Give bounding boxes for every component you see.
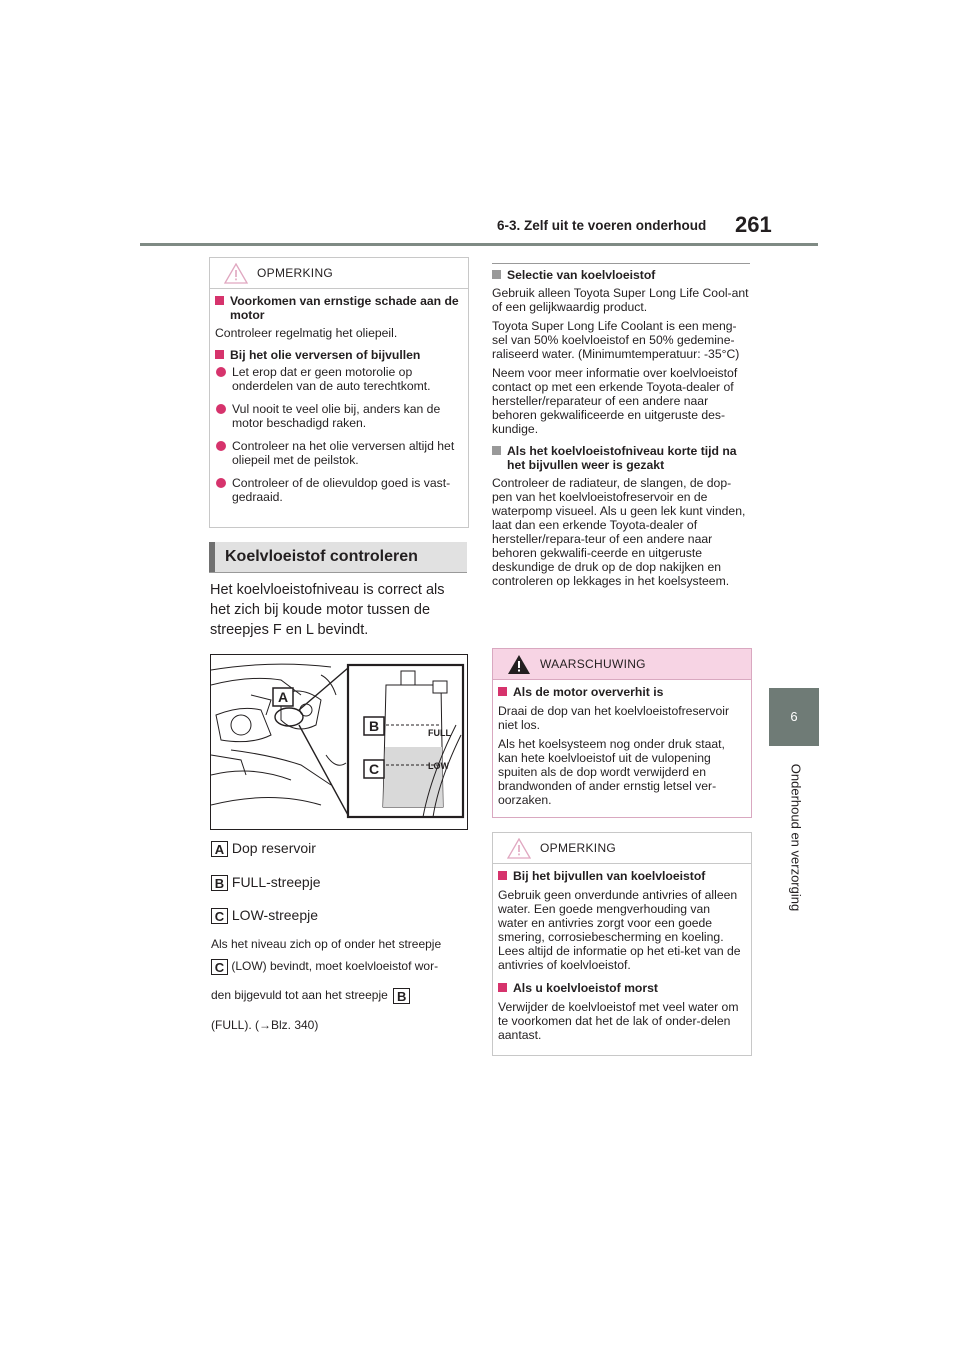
- level-note-line2: [211, 959, 438, 975]
- low-mark-text: LOW: [428, 761, 449, 771]
- figure-label-a: A: [277, 689, 289, 705]
- note-bullet: Controleer na het olie verversen altijd het oliepeil met de peilstok.: [215, 439, 460, 467]
- caution-triangle-icon: [224, 263, 248, 284]
- warning-triangle-icon: [507, 654, 531, 675]
- section-rule: [209, 572, 467, 573]
- selection-paragraph: Neem voor meer informatie over koelvloeistof contact op met een erkende Toyota-dealer of hersteller/reparateur of een andere naar behoren gekwalificeerde en uitgeruste des-kundige.: [492, 366, 738, 436]
- legend-item-b: [211, 874, 321, 891]
- warning-title: WAARSCHUWING: [540, 657, 646, 671]
- warning-heading: Als de motor oververhit is: [498, 685, 743, 699]
- note-heading: Bij het olie verversen of bijvullen: [215, 348, 460, 362]
- note-bullet: Controleer of de olievuldop goed is vast-gedraaid.: [215, 476, 460, 504]
- warning-paragraph: Als het koelsysteem nog onder druk staat, kan hete koelvloeistof uit de vulopening spuiten als de dop wordt verwijderd en brandwonden of ander ernstig letsel ver-oorzaken.: [498, 737, 725, 807]
- level-note-letter: B: [393, 988, 410, 1004]
- level-note-line1: Als het niveau zich op of onder het streepje: [211, 937, 442, 951]
- engine-bay-illustration: [211, 655, 467, 829]
- note-bullet: Let erop dat er geen motorolie op onderdelen van de auto terechtkomt.: [215, 365, 460, 393]
- legend-text: FULL-streepje: [231, 874, 321, 890]
- figure-label-c: C: [368, 761, 380, 777]
- right-col-rule: [492, 263, 750, 264]
- note-text: Controleer regelmatig het oliepeil.: [215, 326, 398, 340]
- legend-letter: B: [211, 875, 228, 891]
- caution-triangle-icon: [507, 838, 531, 859]
- level-note-line3: [211, 988, 410, 1004]
- full-mark-text: FULL: [428, 728, 451, 738]
- chapter-title-text: Onderhoud en verzorging: [788, 763, 804, 912]
- chapter-tab: 6: [769, 688, 819, 746]
- legend-letter: C: [211, 908, 228, 924]
- selection-heading: Selectie van koelvloeistof: [492, 268, 750, 282]
- note-box-oil: [209, 257, 469, 528]
- level-note-text: den bijgevuld tot aan het streepje: [211, 988, 388, 1003]
- section-heading: Koelvloeistof controleren: [209, 542, 467, 572]
- note-text: Gebruik geen onverdunde antivries of alleen water. Een goede mengverhouding van water en antivries zorgt voor een goede smering, corrosiebescherming en koeling. Lees altijd de informatie op het eti-ket van de antivries of koelvloeistof.: [498, 888, 741, 972]
- drop-heading: Als het koelvloeistofniveau korte tijd na het bijvullen weer is gezakt: [492, 444, 750, 472]
- page-number: 261: [735, 212, 772, 237]
- section-title: 6-3. Zelf uit te voeren onderhoud: [497, 218, 707, 233]
- legend-text: Dop reservoir: [231, 840, 316, 856]
- figure-label-b: B: [368, 718, 380, 734]
- warning-box: [492, 648, 752, 818]
- note-text: Verwijder de koelvloeistof met veel water om te voorkomen dat het de lak of onder-delen aantast.: [498, 1000, 739, 1042]
- note-title: OPMERKING: [257, 266, 334, 280]
- warning-paragraph: Draai de dop van het koelvloeistofreservoir niet los.: [498, 704, 730, 732]
- level-note-letter: C: [211, 959, 228, 975]
- coolant-selection: [492, 268, 750, 588]
- coolant-figure: [210, 654, 468, 830]
- section-intro: Het koelvloeistofniveau is correct als het zich bij koude motor tussen de streepjes F en L bevindt.: [210, 582, 445, 638]
- selection-paragraph: Gebruik alleen Toyota Super Long Life Cool-ant of een gelijkwaardig product.: [492, 286, 749, 314]
- level-note-line4: (FULL). (→Blz. 340): [211, 1018, 319, 1032]
- legend-letter: A: [211, 841, 228, 857]
- note-bullet: Vul nooit te veel olie bij, anders kan de motor beschadigd raken.: [215, 402, 460, 430]
- header-rule: [140, 243, 818, 246]
- note-heading: Bij het bijvullen van koelvloeistof: [498, 869, 743, 883]
- chapter-title: [786, 760, 806, 920]
- drop-paragraph: Controleer de radiateur, de slangen, de dop-pen van het koelvloeistofreservoir en de waterpomp visueel. Als u geen lek kunt vinden, laat dan een erkende Toyota-dealer of hersteller/repara-teur of een andere naar behoren gekwalifi-ceerde en uitgeruste deskundige de druk op de dop nakijken en controleren op lekkages in het koelsysteem.: [492, 476, 746, 588]
- note-title: OPMERKING: [540, 841, 617, 855]
- legend-item-a: [211, 840, 316, 857]
- level-note-text: (LOW) bevindt, moet koelvloeistof wor-: [231, 959, 439, 974]
- note-heading: Voorkomen van ernstige schade aan de motor: [215, 294, 460, 322]
- legend-item-c: [211, 907, 318, 924]
- selection-paragraph: Toyota Super Long Life Coolant is een meng-sel van 50% koelvloeistof en 50% gedemine-raliseerd water. (Minimumtemperatuur: -35°C): [492, 319, 740, 361]
- legend-text: LOW-streepje: [231, 907, 318, 923]
- note-heading: Als u koelvloeistof morst: [498, 981, 743, 995]
- note-box-coolant: [492, 832, 752, 1056]
